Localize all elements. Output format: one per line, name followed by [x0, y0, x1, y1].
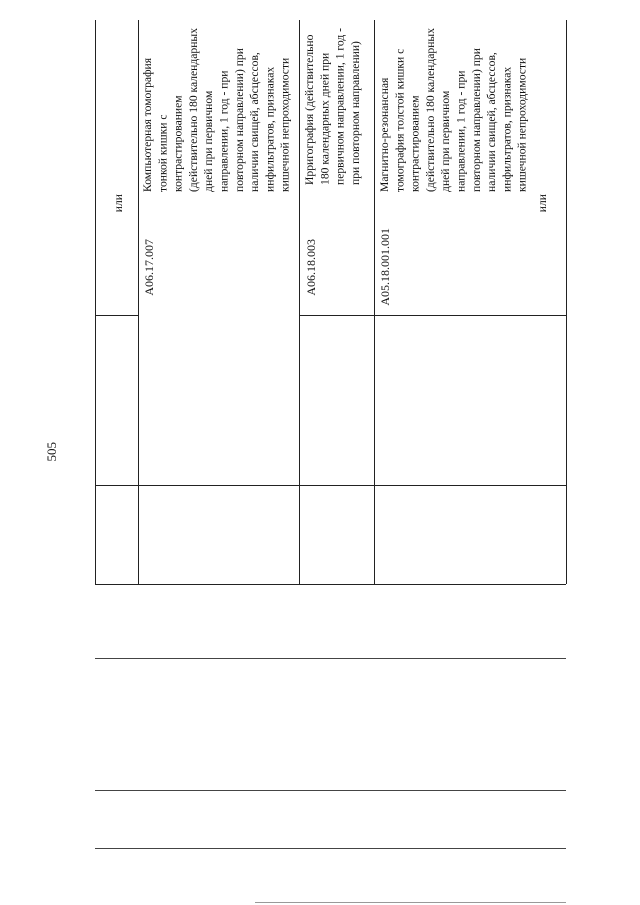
table-rule: [95, 485, 566, 486]
service-description: Ирригография (действительно 180 календарных дней при первичном направлении, 1 год - при повторном направлении): [303, 28, 362, 185]
connector-text: или: [536, 194, 549, 213]
table-rule: [299, 20, 300, 584]
service-code: A05.18.001.001: [378, 228, 392, 306]
table-rule: [299, 315, 566, 316]
table-rule: [138, 20, 139, 584]
service-code: A06.18.003: [304, 239, 318, 296]
table-rule: [95, 790, 566, 791]
service-description: Компьютерная томография тонкой кишки с контрастированием (действительно 180 календарных дней при первичном направлении, 1 год - при повторном направлении) при наличии свищей, абсцессов, инфильтратов, признаках кишечной непроходимости: [141, 28, 292, 192]
table-rule: [95, 584, 566, 585]
service-code: A06.17.007: [142, 239, 156, 296]
connector-text: или: [112, 194, 125, 213]
table-rule: [95, 658, 566, 659]
page-edge: [255, 902, 566, 903]
table-rule: [95, 20, 96, 584]
table-rule: [95, 315, 139, 316]
page-number: 505: [44, 442, 59, 462]
table-rule: [374, 20, 375, 584]
service-description: Магнитно-резонансная томография толстой кишки с контрастированием (действительно 180 календарных дней при первичном направлении, 1 год - при повторном направлении) при наличии свищей, абсцессов, инфильтратов, признаках кишечной непроходимости: [378, 28, 529, 192]
table-rule: [95, 848, 566, 849]
table-rule: [566, 20, 567, 584]
